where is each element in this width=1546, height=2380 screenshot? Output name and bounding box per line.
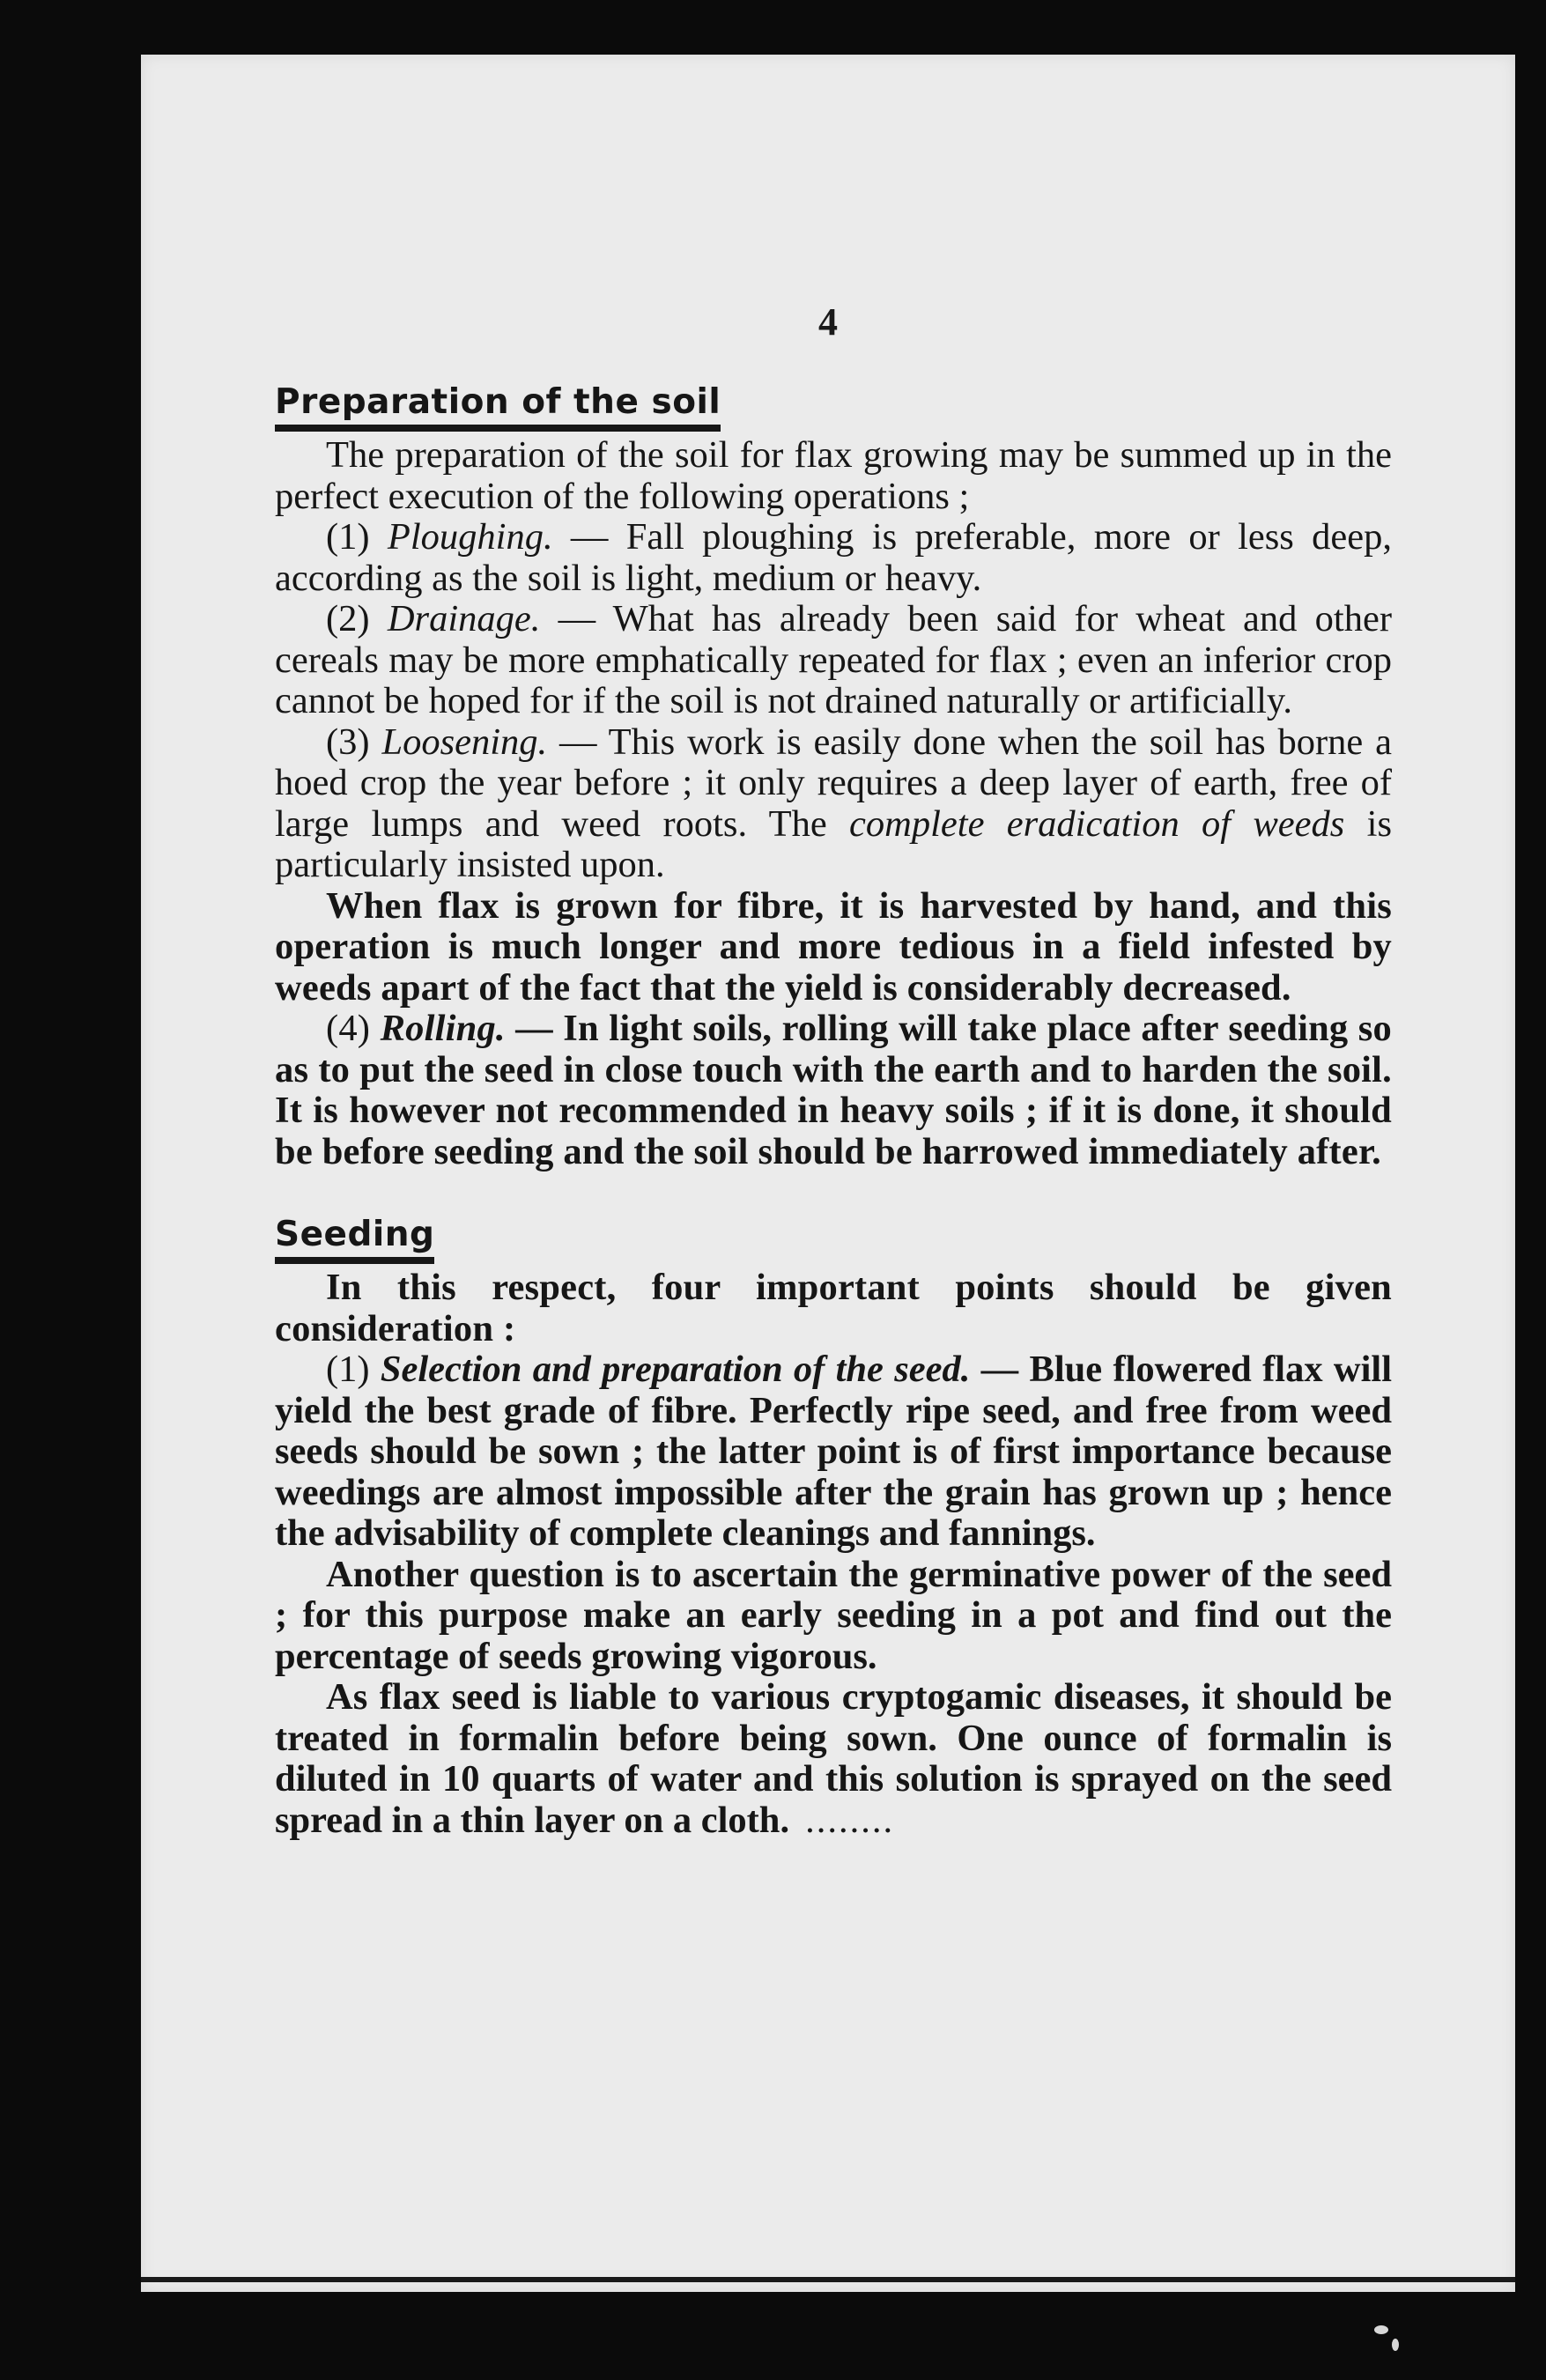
item-text: As flax seed is liable to various cryptogamic diseases, it should be treated in formalin before being sown. One ounce of formalin is diluted in 10 quarts of water and this solution is sprayed on the seed spread in a thin layer on a cloth. xyxy=(275,1676,1392,1841)
item-term: Loosening. xyxy=(381,721,548,763)
item-text: — What has already been said for wheat and other cereals may be more emphatically repeated for flax ; even an inferior crop cannot be hoped for if the soil is not drained naturally or artificially. xyxy=(275,598,1392,721)
document-page xyxy=(141,55,1515,2292)
emphasis-text: complete eradication of weeds xyxy=(849,802,1345,845)
item-number: (1) xyxy=(326,516,370,558)
item-number: (3) xyxy=(326,721,370,763)
paragraph-fibre: When flax is grown for fibre, it is harvested by hand, and this operation is much longer and more tedious in a field infested by weeds apart of the fact that the yield is considerably decreased. xyxy=(275,884,1392,1009)
item-text: — Blue flowered flax will yield the best grade of fibre. Perfectly ripe seed, and free from weed seeds should be sown ; the latter point is of first importance because weedings are almost impossible after the grain has grown up ; hence the advisability of complete cleanings and fannings. xyxy=(275,1349,1392,1554)
paragraph-seeding-intro: In this respect, four important points should be given consideration : xyxy=(275,1267,1392,1349)
page-number: 4 xyxy=(818,300,838,344)
scan-speck xyxy=(1392,2339,1399,2351)
item-number: (1) xyxy=(326,1349,370,1390)
paragraph-intro: The preparation of the soil for flax growing may be summed up in the perfect execution of the following operations ; xyxy=(275,434,1392,517)
item-text: — Fall ploughing is preferable, more or less deep, according as the soil is light, medium or heavy. xyxy=(275,516,1392,599)
paragraph-selection xyxy=(275,1349,1392,1555)
section-heading-seeding: Seeding xyxy=(275,1213,434,1264)
paragraph-rolling xyxy=(275,1009,1392,1172)
page-body xyxy=(275,381,1392,1841)
item-term: Drainage. xyxy=(387,598,541,639)
item-term: Selection and preparation of the seed. xyxy=(380,1349,971,1390)
paragraph-ploughing xyxy=(275,517,1392,599)
item-term: Rolling. xyxy=(380,1008,506,1049)
paragraph-drainage xyxy=(275,599,1392,722)
item-term: Ploughing. xyxy=(387,516,553,558)
paragraph-treatment xyxy=(275,1677,1392,1841)
scan-speck xyxy=(1374,2325,1388,2334)
paragraph-germination: Another question is to ascertain the germinative power of the seed ; for this purpose make an early seeding in a pot and find out the percentage of seeds growing vigorous. xyxy=(275,1553,1392,1677)
trailing-dots: ........ xyxy=(805,1799,895,1841)
paragraph-loosening xyxy=(275,722,1392,886)
item-text: — This work is easily done when the soil has borne a hoed crop the year before ; it only requires a deep layer of earth, free of large lumps and weed roots. The xyxy=(275,721,1392,845)
item-number: (4) xyxy=(326,1008,371,1049)
page-bottom-edge xyxy=(141,2277,1515,2282)
item-text: is particularly insisted upon. xyxy=(275,802,1392,885)
item-text: — In light soils, rolling will take place after seeding so as to put the seed in close touch with the earth and to harden the soil. It is however not recommended in heavy soils ; if it is done, it should be before seeding and the soil should be harrowed immediately after. xyxy=(275,1008,1392,1172)
section-heading-preparation: Preparation of the soil xyxy=(275,381,721,432)
item-number: (2) xyxy=(326,598,370,639)
